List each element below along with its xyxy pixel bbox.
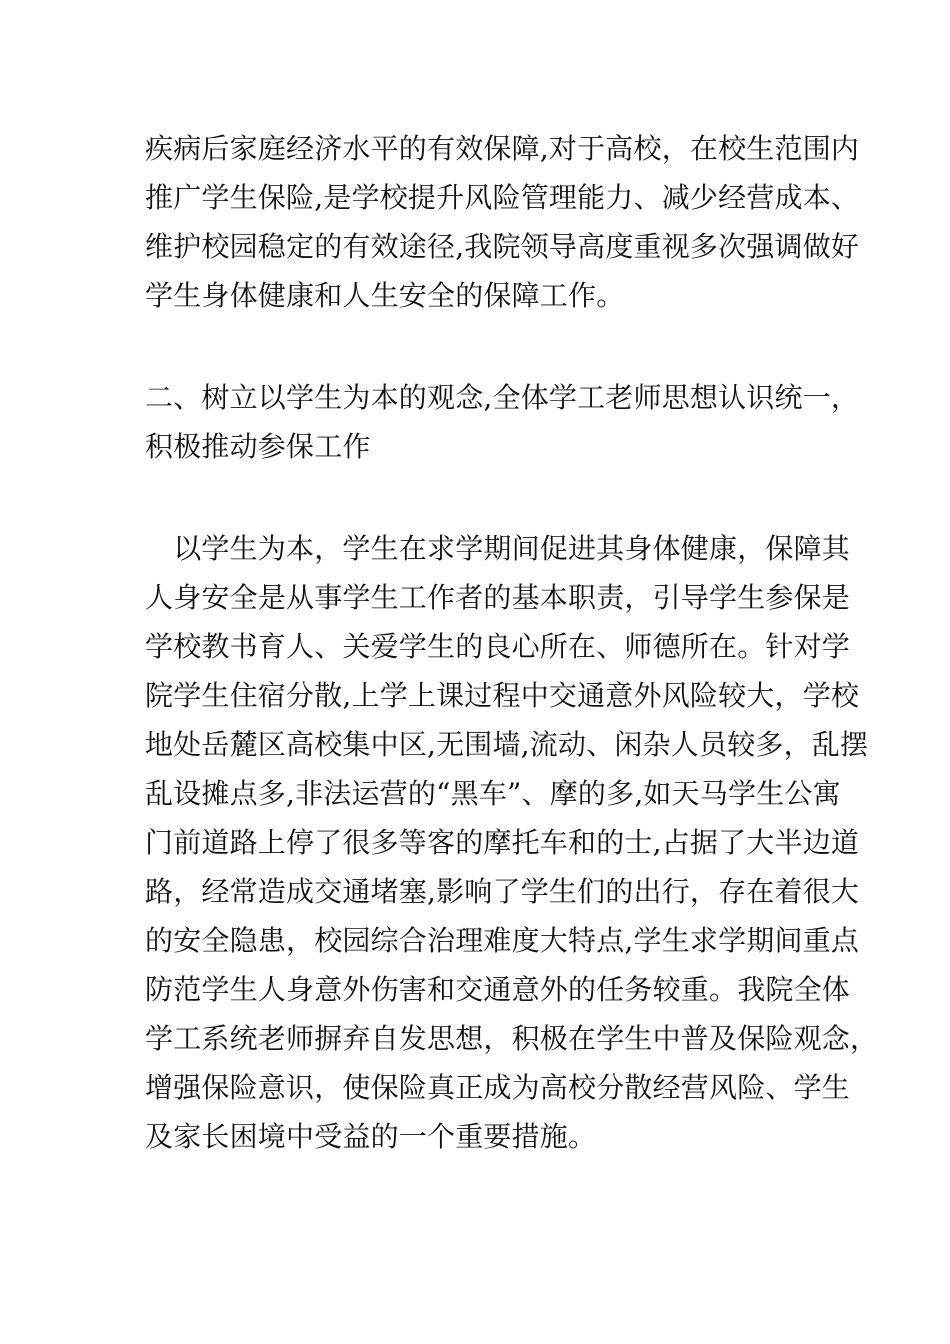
paragraph-line: 及家长困境中受益的一个重要措施。 (145, 1120, 597, 1153)
section-heading-line: 积极推动参保工作 (145, 430, 371, 463)
paragraph-line: 地处岳麓区高校集中区,无围墙,流动、闲杂人员较多，乱摆 (145, 728, 869, 761)
paragraph-line: 人身安全是从事学生工作者的基本职责，引导学生参保是 (145, 581, 851, 614)
paragraph-line: 路，经常造成交通堵塞,影响了学生们的出行，存在着很大 (145, 875, 860, 908)
paragraph-line: 门前道路上停了很多等客的摩托车和的士,占据了大半边道 (145, 826, 860, 859)
paragraph-line: 学生身体健康和人生安全的保障工作。 (145, 279, 625, 312)
paragraph-line: 以学生为本，学生在求学期间促进其身体健康，保障其 (145, 532, 851, 565)
paragraph-line: 增强保险意识，使保险真正成为高校分散经营风险、学生 (145, 1071, 851, 1104)
paragraph-line: 院学生住宿分散,上学上课过程中交通意外风险较大，学校 (145, 679, 860, 712)
paragraph-line: 乱设摊点多,非法运营的“黑车”、摩的多,如天马学生公寓 (145, 777, 841, 810)
paragraph-line: 推广学生保险,是学校提升风险管理能力、减少经营成本、 (145, 181, 860, 214)
paragraph-line: 的安全隐患，校园综合治理难度大特点,学生求学期间重点 (145, 924, 860, 957)
section-heading-line: 二、树立以学生为本的观念,全体学工老师思想认识统一， (145, 381, 860, 414)
paragraph-line: 疾病后家庭经济水平的有效保障,对于高校，在校生范围内 (145, 132, 860, 165)
paragraph-line: 维护校园稳定的有效途径,我院领导高度重视多次强调做好 (145, 230, 860, 263)
paragraph-line: 学校教书育人、关爱学生的良心所在、师德所在。针对学 (145, 630, 851, 663)
paragraph-line: 学工系统老师摒弃自发思想，积极在学生中普及保险观念， (145, 1022, 879, 1055)
paragraph-line: 防范学生人身意外伤害和交通意外的任务较重。我院全体 (145, 973, 851, 1006)
